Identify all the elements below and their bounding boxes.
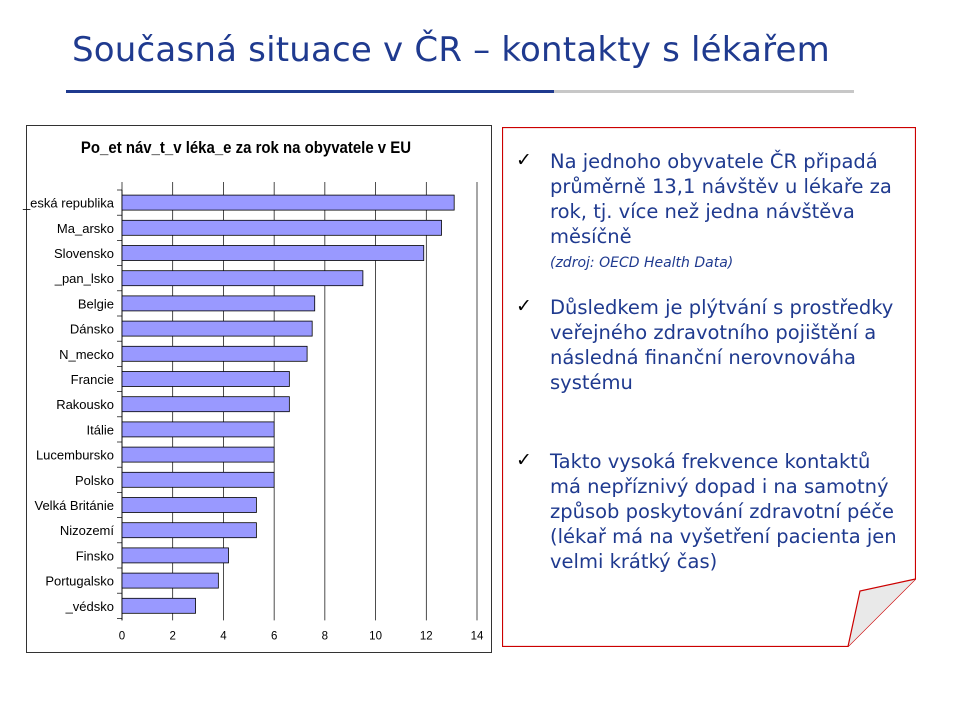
bar-13 bbox=[122, 498, 256, 513]
bar-14 bbox=[122, 523, 256, 538]
slide-title: Současná situace v ČR – kontakty s lékařem bbox=[72, 30, 830, 70]
x-tick-label-6: 12 bbox=[419, 630, 433, 643]
bar-4 bbox=[122, 271, 363, 286]
category-label-12: Polsko bbox=[74, 472, 114, 488]
check-icon: ✓ bbox=[516, 295, 532, 317]
bar-3 bbox=[122, 246, 424, 261]
category-label-3: Slovensko bbox=[54, 246, 114, 261]
category-label-15: Finsko bbox=[75, 548, 114, 564]
category-label-17: _védsko bbox=[65, 598, 114, 614]
category-label-8: Francie bbox=[70, 372, 114, 387]
notes-list bbox=[502, 127, 916, 647]
category-label-16: Portugalsko bbox=[45, 573, 114, 589]
category-label-11: Lucembursko bbox=[35, 447, 114, 463]
note-bullet-2 bbox=[516, 295, 904, 395]
note-source: (zdroj: OECD Health Data) bbox=[550, 255, 734, 271]
category-label-1: _eská republika bbox=[22, 195, 114, 211]
title-rule-accent bbox=[66, 90, 554, 93]
bar-7 bbox=[122, 346, 307, 361]
category-label-13: Velká Británie bbox=[34, 498, 114, 513]
bar-11 bbox=[122, 447, 274, 462]
note-text-2: Důsledkem je plýtvání s prostředky veřejného zdravotního pojištění a následná finanční nerovnováha systému bbox=[550, 296, 894, 394]
note-bullet-1 bbox=[516, 149, 904, 271]
x-tick-label-2: 4 bbox=[220, 630, 227, 643]
category-label-2: Ma_arsko bbox=[56, 220, 114, 236]
x-tick-label-4: 8 bbox=[321, 630, 329, 643]
bar-15 bbox=[122, 548, 229, 563]
bar-chart bbox=[22, 125, 492, 653]
title-rule-gray bbox=[554, 90, 854, 93]
category-label-4: _pan_lsko bbox=[54, 271, 114, 287]
note-text-1: Na jednoho obyvatele ČR připadá průměrně 13,1 návštěv u lékaře za rok, tj. více než jedna návštěva měsíčně bbox=[550, 150, 892, 248]
x-tick-label-0: 0 bbox=[118, 630, 126, 643]
chart-title: Po_et náv_t_v léka_e za rok na obyvatele v EU bbox=[80, 138, 412, 157]
bar-5 bbox=[122, 296, 315, 311]
check-icon: ✓ bbox=[516, 149, 532, 171]
bar-2 bbox=[122, 220, 442, 235]
x-tick-label-7: 14 bbox=[470, 630, 484, 643]
bar-10 bbox=[122, 422, 274, 437]
bar-17 bbox=[122, 598, 196, 613]
bar-8 bbox=[122, 372, 289, 387]
bar-9 bbox=[122, 397, 289, 412]
notes-card bbox=[502, 127, 916, 647]
bar-6 bbox=[122, 321, 312, 336]
x-tick-label-5: 10 bbox=[369, 630, 382, 643]
bar-1 bbox=[122, 195, 454, 210]
bar-12 bbox=[122, 472, 274, 487]
note-bullet-3 bbox=[516, 449, 904, 574]
category-label-10: Itálie bbox=[86, 422, 114, 438]
bar-16 bbox=[122, 573, 218, 588]
category-label-5: Belgie bbox=[77, 296, 114, 312]
chart-area bbox=[22, 125, 492, 653]
category-label-6: Dánsko bbox=[69, 321, 114, 337]
check-icon: ✓ bbox=[516, 449, 532, 471]
category-label-9: Rakousko bbox=[56, 397, 114, 413]
note-text-3: Takto vysoká frekvence kontaktů má nepříznivý dopad i na samotný způsob poskytování zdravotní péče (lékař má na vyšetření pacienta jen velmi krátký čas) bbox=[550, 450, 897, 573]
category-label-14: Nizozemí bbox=[59, 523, 114, 539]
x-tick-label-1: 2 bbox=[169, 630, 176, 643]
x-tick-label-3: 6 bbox=[270, 630, 278, 643]
category-label-7: N_mecko bbox=[59, 346, 114, 362]
